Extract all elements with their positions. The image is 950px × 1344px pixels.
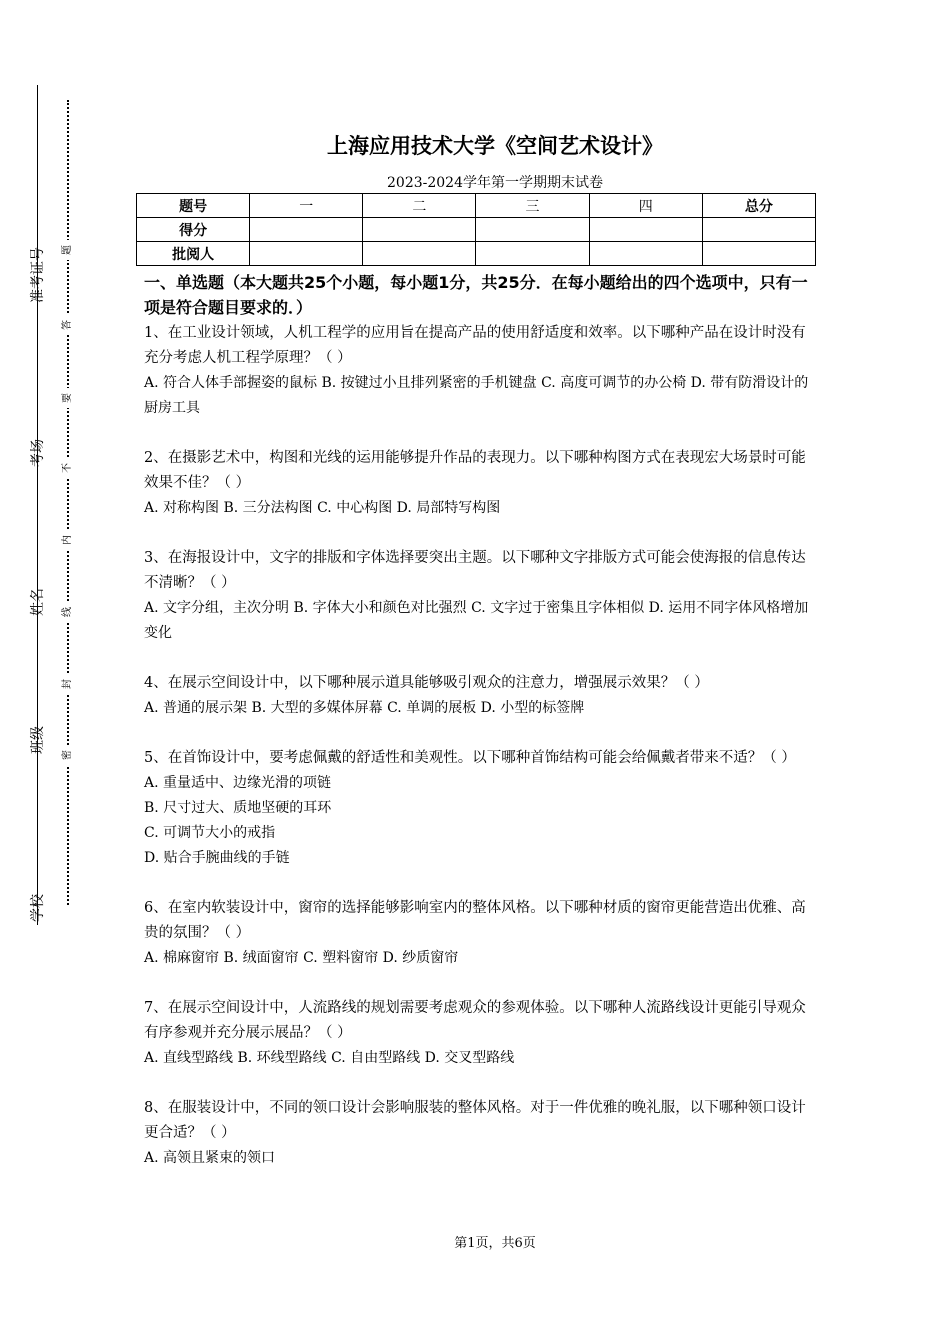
seal-char: 密	[58, 745, 78, 765]
question-option-a: A. 重量适中、边缘光滑的项链	[144, 775, 332, 791]
question-3	[144, 546, 814, 646]
score-col-header: 题号	[137, 194, 250, 218]
binding-dotted-line	[67, 100, 69, 905]
question-stem: 6、在室内软装设计中，窗帘的选择能够影响室内的整体风格。以下哪种材质的窗帘更能营造出优雅、高贵的氛围？（ ）	[144, 900, 806, 941]
score-cell[interactable]	[250, 218, 363, 242]
binding-margin	[0, 0, 120, 1344]
exam-subtitle: 2023-2024学年第一学期期末试卷	[387, 175, 603, 191]
reviewer-cell[interactable]	[363, 242, 476, 266]
score-cell[interactable]	[702, 218, 815, 242]
question-7	[144, 996, 814, 1071]
question-options: A. 符合人体手部握姿的鼠标 B. 按键过小且排列紧密的手机键盘 C. 高度可调节的办公椅 D. 带有防滑设计的厨房工具	[144, 375, 809, 416]
question-options: A. 直线型路线 B. 环线型路线 C. 自由型路线 D. 交叉型路线	[144, 1050, 515, 1066]
reviewer-cell[interactable]	[589, 242, 702, 266]
question-options: A. 文字分组，主次分明 B. 字体大小和颜色对比强烈 C. 文字过于密集且字体相似 D. 运用不同字体风格增加变化	[144, 600, 809, 641]
binding-solid-line	[37, 85, 38, 925]
question-option-b: B. 尺寸过大、质地坚硬的耳环	[144, 800, 332, 816]
question-8	[144, 1096, 814, 1171]
exam-content	[144, 270, 814, 1196]
question-stem: 3、在海报设计中，文字的排版和字体选择要突出主题。以下哪种文字排版方式可能会使海报的信息传达不清晰？（ ）	[144, 550, 806, 591]
question-stem: 5、在首饰设计中，要考虑佩戴的舒适性和美观性。以下哪种首饰结构可能会给佩戴者带来不适？（ ）	[144, 750, 796, 766]
section-heading: 一、单选题（本大题共25个小题，每小题1分，共25分．在每小题给出的四个选项中，只有一项是符合题目要求的．）	[144, 273, 808, 317]
question-options: A. 对称构图 B. 三分法构图 C. 中心构图 D. 局部特写构图	[144, 500, 501, 516]
question-6	[144, 896, 814, 971]
score-col-header: 四	[589, 194, 702, 218]
question-option-d: D. 贴合手腕曲线的手链	[144, 850, 290, 866]
seal-char: 题	[58, 240, 78, 260]
score-col-header: 总分	[702, 194, 815, 218]
reviewer-row-label: 批阅人	[137, 242, 250, 266]
seal-char: 答	[58, 315, 78, 335]
question-option-a: A. 高领且紧束的领口	[144, 1150, 276, 1166]
exam-title: 上海应用技术大学《空间艺术设计》	[327, 134, 663, 158]
reviewer-cell[interactable]	[476, 242, 589, 266]
score-col-header: 一	[250, 194, 363, 218]
binding-field-exam-room: 考场	[30, 439, 46, 467]
question-options: A. 普通的展示架 B. 大型的多媒体屏幕 C. 单调的展板 D. 小型的标签牌	[144, 700, 585, 716]
question-1	[144, 321, 814, 421]
reviewer-row	[137, 242, 816, 266]
seal-char: 封	[58, 674, 78, 694]
question-options: A. 棉麻窗帘 B. 绒面窗帘 C. 塑料窗帘 D. 纱质窗帘	[144, 950, 459, 966]
score-cell[interactable]	[363, 218, 476, 242]
seal-char: 内	[58, 530, 78, 550]
question-stem: 8、在服装设计中，不同的领口设计会影响服装的整体风格。对于一件优雅的晚礼服，以下哪种领口设计更合适？（ ）	[144, 1100, 806, 1141]
score-row	[137, 218, 816, 242]
page-footer: 第1页，共6页	[454, 1236, 536, 1251]
score-cell[interactable]	[589, 218, 702, 242]
question-2	[144, 446, 814, 521]
score-table	[136, 193, 816, 266]
question-option-c: C. 可调节大小的戒指	[144, 825, 276, 841]
binding-field-school: 学校	[30, 894, 46, 922]
question-5	[144, 746, 814, 871]
score-cell[interactable]	[476, 218, 589, 242]
score-col-header: 二	[363, 194, 476, 218]
score-row-label: 得分	[137, 218, 250, 242]
question-stem: 2、在摄影艺术中，构图和光线的运用能够提升作品的表现力。以下哪种构图方式在表现宏大场景时可能效果不佳？（ ）	[144, 450, 806, 491]
question-stem: 1、在工业设计领域，人机工程学的应用旨在提高产品的使用舒适度和效率。以下哪种产品在设计时没有充分考虑人机工程学原理？（ ）	[144, 325, 806, 366]
question-stem: 4、在展示空间设计中，以下哪种展示道具能够吸引观众的注意力，增强展示效果？（ ）	[144, 675, 709, 691]
reviewer-cell[interactable]	[250, 242, 363, 266]
question-4	[144, 671, 814, 721]
binding-field-class: 班级	[30, 726, 46, 754]
seal-char: 不	[58, 458, 78, 478]
reviewer-cell[interactable]	[702, 242, 815, 266]
seal-char: 要	[58, 388, 78, 408]
score-table-header-row	[137, 194, 816, 218]
binding-field-name: 姓名	[30, 588, 46, 616]
binding-field-exam-id: 准考证号	[30, 247, 46, 303]
question-stem: 7、在展示空间设计中，人流路线的规划需要考虑观众的参观体验。以下哪种人流路线设计更能引导观众有序参观并充分展示展品？（ ）	[144, 1000, 806, 1041]
score-col-header: 三	[476, 194, 589, 218]
seal-char: 线	[58, 602, 78, 622]
